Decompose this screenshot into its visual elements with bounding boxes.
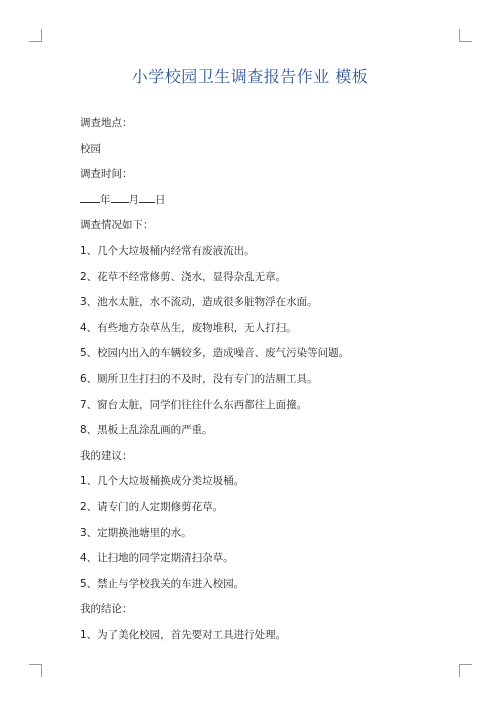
conclusion-item: 1、为了美化校园，首先要对工具进行处理。 [80, 628, 287, 641]
suggestion-item: 2、请专门的人定期修剪花草。 [80, 500, 224, 513]
suggestion-item: 1、几个大垃圾桶换成分类垃圾桶。 [80, 475, 245, 488]
suggestion-item: 5、禁止与学校我关的车进入校园。 [80, 577, 245, 590]
date-line [80, 191, 440, 217]
suggestion-item: 3、定期换池塘里的水。 [80, 526, 192, 539]
situation-item: 5、校园内出入的车辆较多，造成噪音、废气污染等问题。 [80, 347, 350, 360]
day-label: 日 [155, 193, 166, 206]
document-body [80, 114, 440, 651]
location-label: 调查地点： [80, 117, 133, 129]
situation-item: 4、有些地方杂草丛生，废物堆积，无人打扫。 [80, 321, 297, 334]
situation-item: 1、几个大垃圾桶内经常有废液流出。 [80, 244, 255, 257]
crop-mark-bottom-left [29, 664, 42, 677]
year-blank [80, 191, 100, 203]
crop-mark-top-right [459, 29, 472, 42]
month-label: 月 [128, 193, 139, 206]
situation-item: 6、厕所卫生打扫的不及时，没有专门的洁厕工具。 [80, 372, 318, 385]
crop-mark-bottom-right [459, 664, 472, 677]
crop-mark-top-left [29, 29, 42, 42]
conclusion-heading: 我的结论： [80, 603, 133, 616]
document-title: 小学校园卫生调查报告作业 模板 [131, 67, 369, 86]
situation-item: 7、窗台太脏，同学们往往什么东西都往上面撞。 [80, 398, 308, 411]
situation-heading: 调查情况如下： [80, 219, 154, 232]
situation-item: 8、黑板上乱涂乱画的严重。 [80, 424, 213, 437]
situation-item: 2、花草不经常修剪、浇水，显得杂乱无章。 [80, 270, 287, 283]
time-label: 调查时间： [80, 168, 133, 181]
year-label: 年 [100, 193, 111, 206]
location-value: 校园 [80, 142, 101, 155]
suggestion-heading: 我的建议： [80, 449, 133, 462]
month-blank [111, 191, 129, 203]
suggestion-item: 4、让扫地的同学定期清扫杂草。 [80, 552, 234, 565]
day-blank [139, 191, 155, 203]
situation-item: 3、池水太脏，水不流动，造成很多脏物浮在水面。 [80, 296, 318, 309]
